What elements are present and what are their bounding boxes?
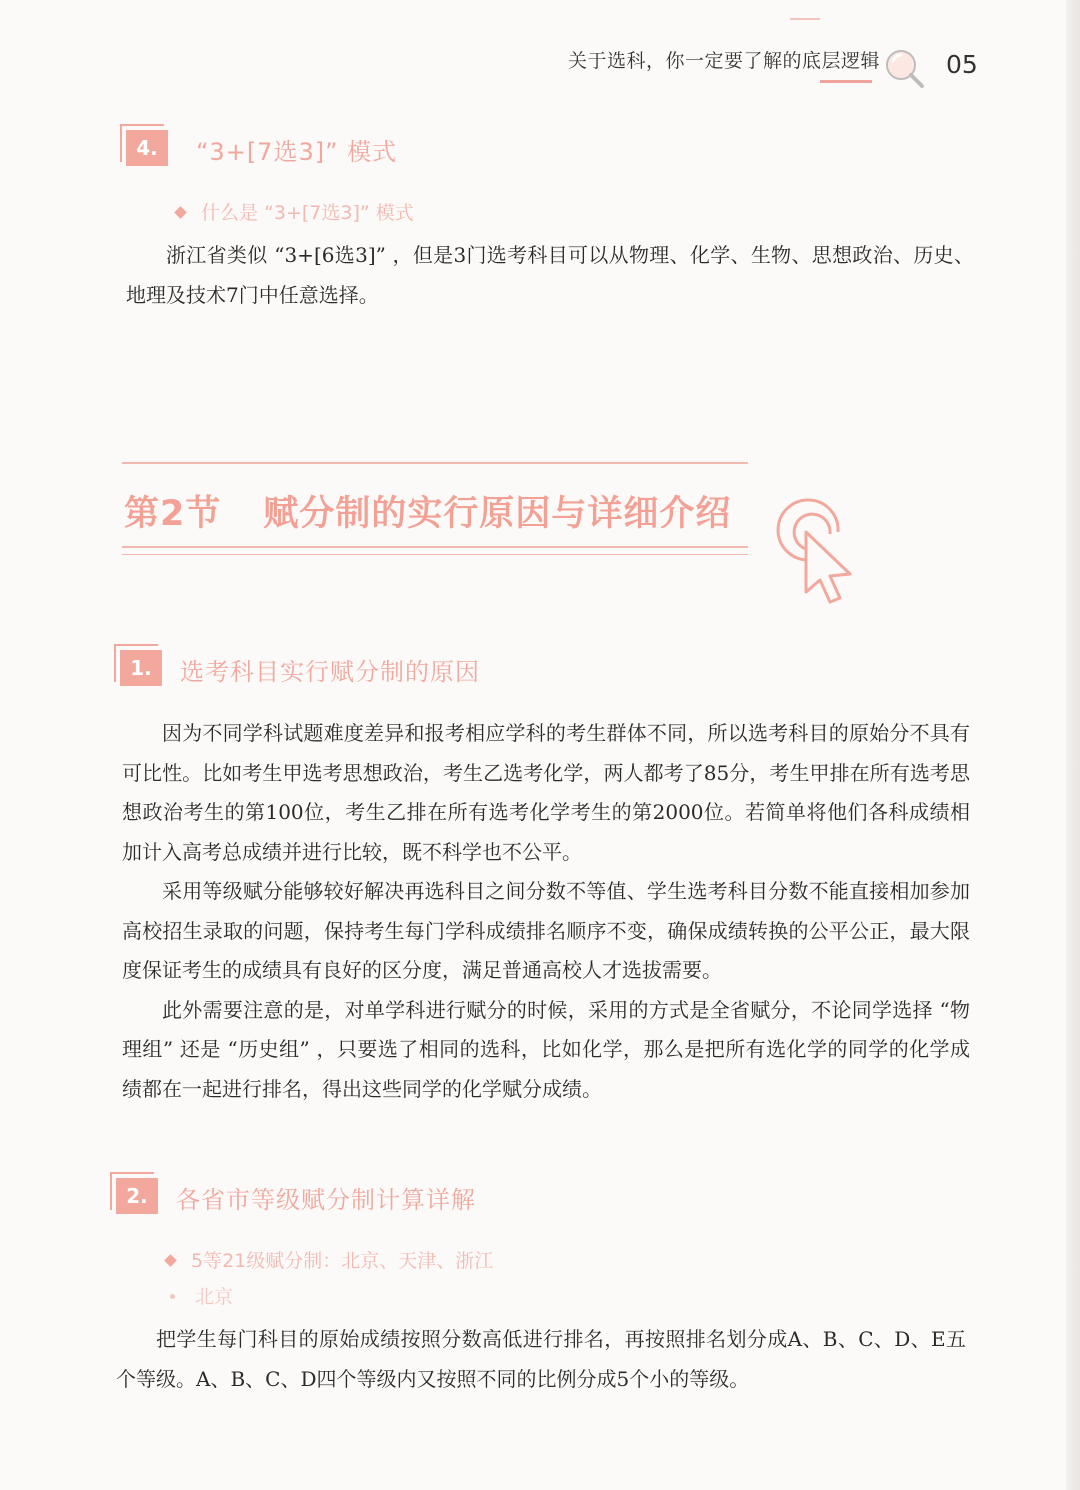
section-title bbox=[124, 486, 731, 536]
paragraphs-reasons bbox=[122, 714, 970, 1109]
section-rule-bottom-thin bbox=[122, 554, 748, 555]
paragraph-provinces bbox=[116, 1320, 966, 1399]
sub-heading-text: 什么是 “3+[7选3]” 模式 bbox=[201, 202, 414, 224]
section-rule-bottom bbox=[122, 546, 748, 548]
page-number: 05 bbox=[946, 50, 978, 79]
heading-title: “3+[7选3]” 模式 bbox=[196, 138, 398, 166]
dot-bullet-icon bbox=[170, 1294, 175, 1299]
section-heading-text: 赋分制的实行原因与详细介绍 bbox=[263, 494, 732, 534]
page-edge bbox=[1066, 0, 1080, 1490]
sub-sub-heading-text: 北京 bbox=[195, 1286, 234, 1308]
heading-number: 1. bbox=[120, 650, 162, 686]
diamond-bullet-icon bbox=[164, 1254, 177, 1267]
paragraph: 把学生每门科目的原始成绩按照分数高低进行排名，再按照排名划分成A、B、C、D、E五个等级。A、B、C、D四个等级内又按照不同的比例分成5个小的等级。 bbox=[116, 1327, 966, 1391]
heading-title: 各省市等级赋分制计算详解 bbox=[176, 1186, 476, 1214]
header-underline bbox=[820, 80, 872, 83]
paragraph-mode-4 bbox=[126, 236, 974, 315]
sub-heading-bullet bbox=[176, 198, 414, 225]
paragraph: 采用等级赋分能够较好解决再选科目之间分数不等值、学生选考科目分数不能直接相加参加高校招生录取的问题，保持考生每门学科成绩排名顺序不变，确保成绩转换的公平公正，最大限度保证考生的成绩具有良好的区分度，满足普通高校人才选拔需要。 bbox=[122, 879, 970, 982]
section-label: 第2节 bbox=[124, 494, 222, 534]
header-decoration bbox=[790, 18, 820, 20]
click-cursor-icon bbox=[768, 494, 868, 614]
paragraph: 因为不同学科试题难度差异和报考相应学科的考生群体不同，所以选考科目的原始分不具有可比性。比如考生甲选考思想政治，考生乙选考化学，两人都考了85分，考生甲排在所有选考思想政治考生的第100位，考生乙排在所有选考化学考生的第2000位。若简单将他们各科成绩相加计入高考总成绩并进行比较，既不科学也不公平。 bbox=[122, 721, 970, 864]
section-rule-top bbox=[122, 462, 748, 464]
heading-title: 选考科目实行赋分制的原因 bbox=[180, 658, 480, 686]
heading-number: 2. bbox=[116, 1178, 158, 1214]
sub-heading-bullet bbox=[166, 1246, 493, 1273]
magnifier-icon bbox=[882, 46, 926, 90]
sub-sub-heading bbox=[170, 1282, 233, 1309]
heading-number: 4. bbox=[126, 130, 168, 166]
diamond-bullet-icon bbox=[174, 206, 187, 219]
paragraph: 浙江省类似 “3+[6选3]” ，但是3门选考科目可以从物理、化学、生物、思想政治、历史、地理及技术7门中任意选择。 bbox=[126, 243, 974, 307]
running-title: 关于选科，你一定要了解的底层逻辑 bbox=[567, 50, 880, 72]
sub-heading-text: 5等21级赋分制：北京、天津、浙江 bbox=[191, 1250, 494, 1272]
paragraph: 此外需要注意的是，对单学科进行赋分的时候，采用的方式是全省赋分，不论同学选择 “物理组” 还是 “历史组” ，只要选了相同的选科，比如化学，那么是把所有选化学的同学的化学成绩都在一起进行排名，得出这些同学的化学赋分成绩。 bbox=[122, 997, 970, 1101]
